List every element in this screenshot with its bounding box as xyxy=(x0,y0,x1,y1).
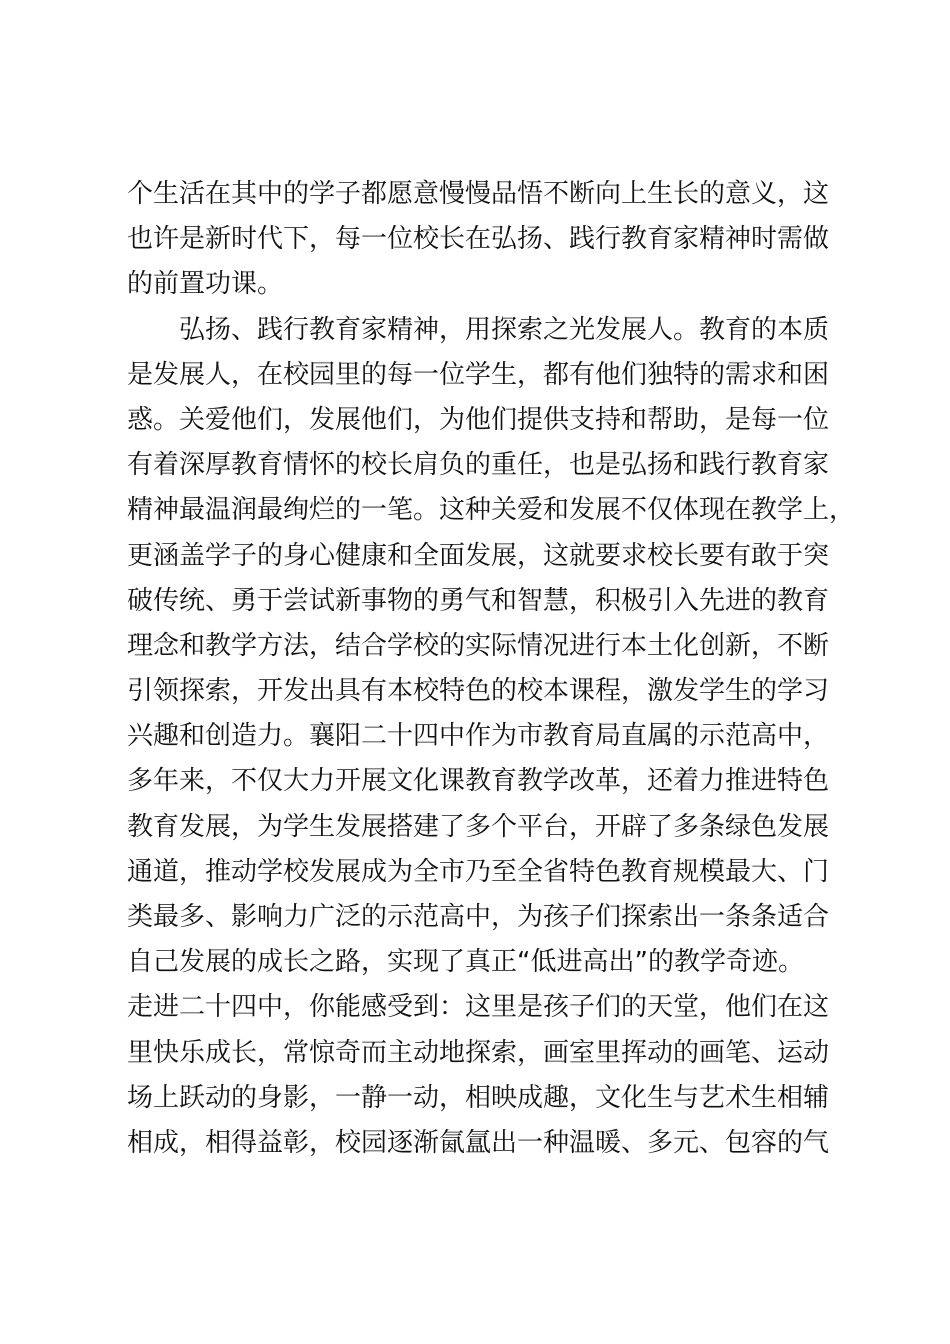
text-line: 也许是新时代下，每一位校长在弘扬、践行教育家精神时需做 xyxy=(127,224,830,255)
text-line: 里快乐成长，常惊奇而主动地探索，画室里挥动的画笔、运动 xyxy=(127,1037,830,1068)
text-line: 教育发展，为学生发展搭建了多个平台，开辟了多条绿色发展 xyxy=(127,811,830,842)
document-body xyxy=(127,172,856,1166)
text-line: 引领探索，开发出具有本校特色的校本课程，激发学生的学习 xyxy=(127,676,830,707)
text-line: 场上跃动的身影，一静一动，相映成趣，文化生与艺术生相辅 xyxy=(127,1082,830,1113)
text-line: 有着深厚教育情怀的校长肩负的重任，也是弘扬和践行教育家 xyxy=(127,450,830,481)
text-line: 破传统、勇于尝试新事物的勇气和智慧，积极引入先进的教育 xyxy=(127,585,830,616)
text-line: 相成，相得益彰，校园逐渐氤氲出一种温暖、多元、包容的气 xyxy=(127,1127,830,1158)
text-line: 理念和教学方法，结合学校的实际情况进行本土化创新，不断 xyxy=(127,630,830,661)
text-line: 精神最温润最绚烂的一笔。这种关爱和发展不仅体现在教学上， xyxy=(127,495,856,526)
text-line: 自己发展的成长之路，实现了真正“低进高出”的教学奇迹。 xyxy=(127,947,804,978)
text-line: 惑。关爱他们，发展他们，为他们提供支持和帮助，是每一位 xyxy=(127,404,830,435)
text-line: 的前置功课。 xyxy=(127,269,284,300)
text-line: 兴趣和创造力。襄阳二十四中作为市教育局直属的示范高中， xyxy=(127,721,830,752)
text-line: 通道，推动学校发展成为全市乃至全省特色教育规模最大、门 xyxy=(127,856,830,887)
text-line: 更涵盖学子的身心健康和全面发展，这就要求校长要有敢于突 xyxy=(127,540,830,571)
text-line: 类最多、影响力广泛的示范高中，为孩子们探索出一条条适合 xyxy=(127,902,830,932)
text-line: 个生活在其中的学子都愿意慢慢品悟不断向上生长的意义，这 xyxy=(127,179,830,209)
text-line: 多年来，不仅大力开展文化课教育教学改革，还着力推进特色 xyxy=(127,766,830,797)
text-line: 走进二十四中，你能感受到：这里是孩子们的天堂，他们在这 xyxy=(127,992,830,1023)
paragraph-first-line: 弘扬、践行教育家精神，用探索之光发展人。教育的本质 xyxy=(179,314,830,345)
text-line: 是发展人，在校园里的每一位学生，都有他们独特的需求和困 xyxy=(127,359,830,390)
